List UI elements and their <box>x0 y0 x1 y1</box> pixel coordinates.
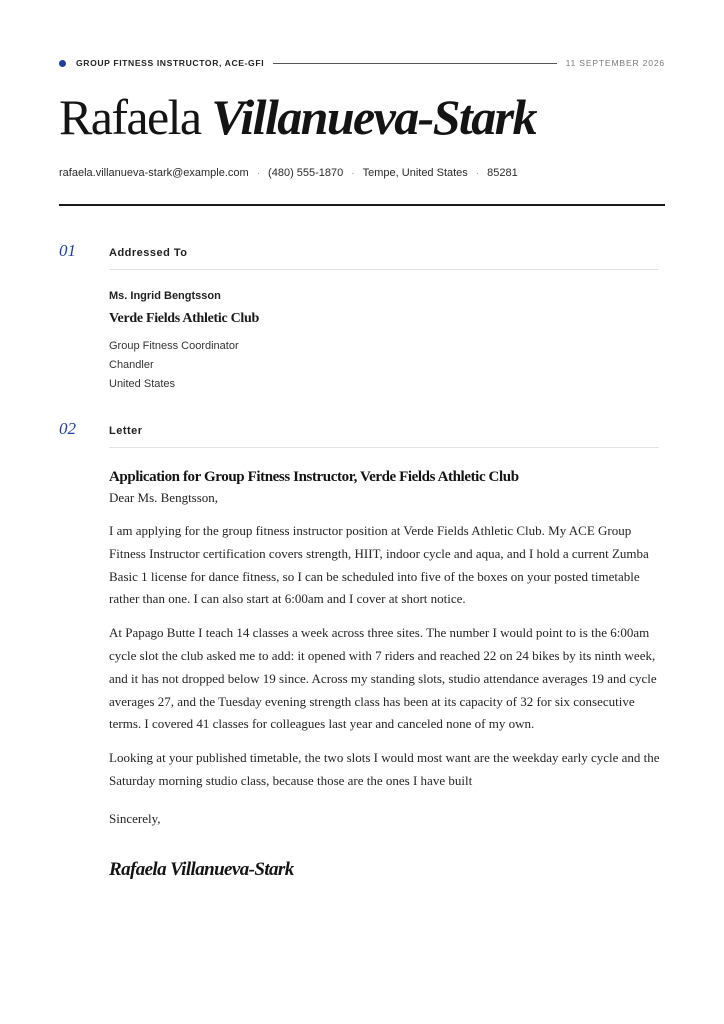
contact-separator: · <box>256 167 261 179</box>
recipient-title: Group Fitness Coordinator <box>109 340 239 352</box>
section-number: 02 <box>59 419 76 438</box>
recipient-city: Chandler <box>109 359 154 371</box>
recipient-country: United States <box>109 378 176 390</box>
last-name: Villanueva-Stark <box>211 89 536 145</box>
letter-salutation: Dear Ms. Bengtsson, <box>109 490 219 505</box>
letter-paragraph: I am applying for the group fitness instructor position at Verde Fields Athletic Club. My ACE Group Fitness Instructor certification covers strength, HIIT, indoor cycle and aqua, and I hold a current Zumba Basic 1 license for dance fitness, so I can be scheduled into five of the boxes on your posted timetable rather than one. I can also start at 6:00am and I cover at short notice. <box>109 523 649 607</box>
contact-separator: · <box>351 167 355 179</box>
contact-phone[interactable]: (480) 555-1870 <box>268 167 344 179</box>
contact-line <box>59 167 518 179</box>
recipient-organization: Verde Fields Athletic Club <box>109 311 259 326</box>
section-number: 01 <box>59 241 76 260</box>
letter-body <box>109 466 669 881</box>
section-divider <box>109 269 659 270</box>
accent-dot-icon <box>59 60 66 67</box>
section-title-addressed-to: Addressed To <box>109 247 188 259</box>
letter-date: 11 SEPTEMBER 2026 <box>565 58 665 68</box>
signature: Rafaela Villanueva-Stark <box>109 858 294 880</box>
header-divider <box>59 204 665 206</box>
contact-separator: · <box>475 167 480 179</box>
contact-zip: 85281 <box>487 167 518 179</box>
job-role: GROUP FITNESS INSTRUCTOR, ACE-GFI <box>76 58 265 68</box>
section-title-letter: Letter <box>109 425 143 437</box>
section-divider <box>109 447 659 448</box>
contact-email[interactable]: rafaela.villanueva-stark@example.com <box>59 167 249 179</box>
contact-location: Tempe, United States <box>362 167 468 179</box>
letter-paragraph: Looking at your published timetable, the two slots I would most want are the weekday early cycle and the Saturday morning studio class, because those are the ones I have built <box>109 750 660 788</box>
header-topbar <box>59 56 665 70</box>
first-name: Rafaela <box>59 89 201 145</box>
letter-paragraph: At Papago Butte I teach 14 classes a week across three sites. The number I would point to is the 6:00am cycle slot the club asked me to add: it opened with 7 riders and reached 22 on 24 bikes by its ninth week, and it has not dropped below 19 since. Across my standing slots, studio attendance averages 19 and cycle averages 27, and the Tuesday evening strength class has been at its capacity of 32 for six consecutive terms. I covered 41 classes for colleagues last year and canceled none of my own. <box>109 625 657 732</box>
topbar-divider <box>273 63 556 64</box>
recipient-block <box>109 290 259 394</box>
letter-subject: Application for Group Fitness Instructor, Verde Fields Athletic Club <box>109 469 519 485</box>
applicant-name <box>59 84 536 150</box>
letter-closing: Sincerely, <box>109 810 161 826</box>
recipient-name: Ms. Ingrid Bengtsson <box>109 290 221 302</box>
